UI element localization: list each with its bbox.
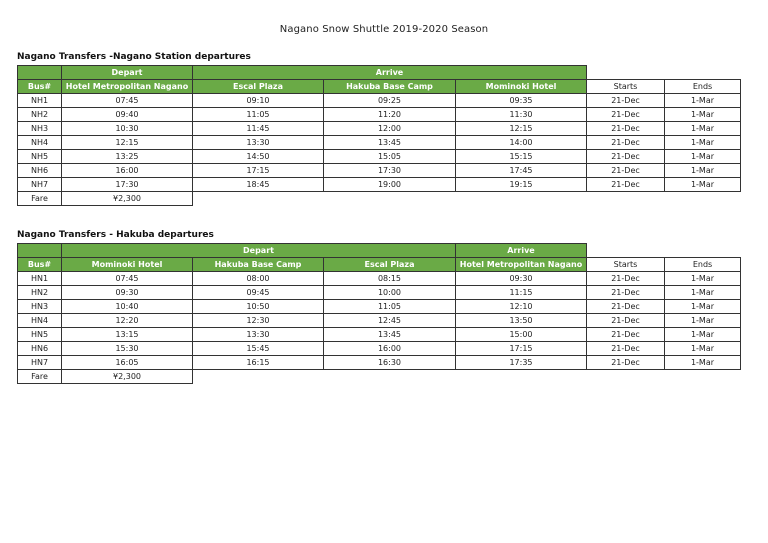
table-cell: 12:20 <box>62 314 193 328</box>
table-cell: NH6 <box>18 164 62 178</box>
hakuba-departures-table <box>17 243 741 384</box>
group-blank <box>665 244 741 258</box>
table-row <box>18 178 741 192</box>
table-cell: 11:15 <box>456 286 587 300</box>
table-cell: NH4 <box>18 136 62 150</box>
table-cell: 11:30 <box>456 108 587 122</box>
document-title: Nagano Snow Shuttle 2019-2020 Season <box>279 24 489 35</box>
group-header-row <box>18 244 741 258</box>
table-row <box>18 164 741 178</box>
table-cell: 1-Mar <box>665 286 741 300</box>
table-cell: 13:50 <box>456 314 587 328</box>
column-header: Hakuba Base Camp <box>324 80 456 94</box>
table-cell: 1-Mar <box>665 328 741 342</box>
table-row <box>18 314 741 328</box>
table-cell: 19:15 <box>456 178 587 192</box>
column-header: Hotel Metropolitan Nagano <box>62 80 193 94</box>
table-row <box>18 122 741 136</box>
table-cell: 21-Dec <box>587 342 665 356</box>
table-cell: 1-Mar <box>665 94 741 108</box>
table-cell: 1-Mar <box>665 356 741 370</box>
table-cell: 15:30 <box>62 342 193 356</box>
table-cell: 09:35 <box>456 94 587 108</box>
table-cell: 16:30 <box>324 356 456 370</box>
table-cell: 1-Mar <box>665 178 741 192</box>
column-header: Starts <box>587 80 665 94</box>
table-cell: 09:40 <box>62 108 193 122</box>
table-cell: 16:00 <box>324 342 456 356</box>
group-arrive: Arrive <box>456 244 587 258</box>
nagano-station-departures-table <box>17 65 741 206</box>
table-row <box>18 108 741 122</box>
table-cell: 1-Mar <box>665 272 741 286</box>
table-cell: 17:30 <box>62 178 193 192</box>
table-cell: 13:15 <box>62 328 193 342</box>
table2-title: Nagano Transfers - Hakuba departures <box>17 230 214 240</box>
table-cell: HN1 <box>18 272 62 286</box>
table-cell: 21-Dec <box>587 286 665 300</box>
table-cell: 11:05 <box>324 300 456 314</box>
fare-row <box>18 192 741 206</box>
table-row <box>18 286 741 300</box>
table-cell: 15:00 <box>456 328 587 342</box>
table-cell: HN3 <box>18 300 62 314</box>
table-cell: NH7 <box>18 178 62 192</box>
table-cell: 10:40 <box>62 300 193 314</box>
table-cell: HN7 <box>18 356 62 370</box>
group-arrive: Arrive <box>193 66 587 80</box>
table-cell: 08:15 <box>324 272 456 286</box>
column-header: Ends <box>665 80 741 94</box>
table-cell: 21-Dec <box>587 300 665 314</box>
fare-label: Fare <box>18 192 62 206</box>
group-blank <box>587 244 665 258</box>
column-header: Bus# <box>18 80 62 94</box>
group-blank <box>665 66 741 80</box>
table-cell: 10:30 <box>62 122 193 136</box>
table-cell: 10:00 <box>324 286 456 300</box>
fare-value: ¥2,300 <box>62 192 193 206</box>
table-cell: 09:10 <box>193 94 324 108</box>
table-cell: 12:30 <box>193 314 324 328</box>
table-cell: NH5 <box>18 150 62 164</box>
group-depart: Depart <box>62 244 456 258</box>
table-cell: 14:50 <box>193 150 324 164</box>
table-cell: HN6 <box>18 342 62 356</box>
table-cell: 1-Mar <box>665 122 741 136</box>
table-cell: 11:20 <box>324 108 456 122</box>
table-cell: 1-Mar <box>665 136 741 150</box>
table-cell: 15:45 <box>193 342 324 356</box>
table-cell: 09:30 <box>62 286 193 300</box>
table-cell: 21-Dec <box>587 314 665 328</box>
column-header: Hotel Metropolitan Nagano <box>456 258 587 272</box>
column-header-row <box>18 80 741 94</box>
table-cell: 09:30 <box>456 272 587 286</box>
table-row <box>18 94 741 108</box>
table-cell: 13:45 <box>324 136 456 150</box>
table-cell: 16:15 <box>193 356 324 370</box>
table-cell: 15:15 <box>456 150 587 164</box>
table-cell: 21-Dec <box>587 150 665 164</box>
column-header: Starts <box>587 258 665 272</box>
table-cell: 07:45 <box>62 94 193 108</box>
table-cell: 12:00 <box>324 122 456 136</box>
table-row <box>18 356 741 370</box>
table-cell: 1-Mar <box>665 314 741 328</box>
table-cell: 12:15 <box>456 122 587 136</box>
column-header: Bus# <box>18 258 62 272</box>
table-cell: 1-Mar <box>665 342 741 356</box>
table-cell: 21-Dec <box>587 178 665 192</box>
table-cell: NH3 <box>18 122 62 136</box>
table-cell: HN4 <box>18 314 62 328</box>
table-cell: 17:45 <box>456 164 587 178</box>
table-row <box>18 150 741 164</box>
table-cell: 19:00 <box>324 178 456 192</box>
table-cell: 11:05 <box>193 108 324 122</box>
fare-row <box>18 370 741 384</box>
table-cell: HN5 <box>18 328 62 342</box>
column-header-row <box>18 258 741 272</box>
group-spacer <box>18 244 62 258</box>
table-row <box>18 300 741 314</box>
table-cell: 13:30 <box>193 136 324 150</box>
table-cell: 12:15 <box>62 136 193 150</box>
group-spacer <box>18 66 62 80</box>
table-cell: 21-Dec <box>587 108 665 122</box>
table-cell: 08:00 <box>193 272 324 286</box>
table-cell: 1-Mar <box>665 150 741 164</box>
table-cell: 12:10 <box>456 300 587 314</box>
table-cell: NH2 <box>18 108 62 122</box>
table-cell: 1-Mar <box>665 108 741 122</box>
column-header: Mominoki Hotel <box>456 80 587 94</box>
table-cell: 21-Dec <box>587 272 665 286</box>
table-cell: 21-Dec <box>587 136 665 150</box>
table-cell: 21-Dec <box>587 328 665 342</box>
group-header-row <box>18 66 741 80</box>
table-cell: 14:00 <box>456 136 587 150</box>
table-cell: 15:05 <box>324 150 456 164</box>
table-cell: 21-Dec <box>587 356 665 370</box>
table-cell: 13:45 <box>324 328 456 342</box>
table-cell: 17:15 <box>193 164 324 178</box>
table-cell: 1-Mar <box>665 164 741 178</box>
table-cell: 09:25 <box>324 94 456 108</box>
group-depart: Depart <box>62 66 193 80</box>
table-cell: 10:50 <box>193 300 324 314</box>
table-cell: 17:30 <box>324 164 456 178</box>
table-cell: 13:30 <box>193 328 324 342</box>
table-cell: 16:00 <box>62 164 193 178</box>
table-cell: 17:35 <box>456 356 587 370</box>
column-header: Ends <box>665 258 741 272</box>
table-row <box>18 136 741 150</box>
table-cell: 21-Dec <box>587 122 665 136</box>
table-cell: 07:45 <box>62 272 193 286</box>
fare-label: Fare <box>18 370 62 384</box>
fare-value: ¥2,300 <box>62 370 193 384</box>
table-row <box>18 272 741 286</box>
table-cell: NH1 <box>18 94 62 108</box>
table-cell: 13:25 <box>62 150 193 164</box>
table-cell: 16:05 <box>62 356 193 370</box>
column-header: Escal Plaza <box>324 258 456 272</box>
table-cell: 11:45 <box>193 122 324 136</box>
table-cell: 17:15 <box>456 342 587 356</box>
table-row <box>18 328 741 342</box>
table-row <box>18 342 741 356</box>
column-header: Escal Plaza <box>193 80 324 94</box>
table-cell: 12:45 <box>324 314 456 328</box>
table-cell: 18:45 <box>193 178 324 192</box>
table-cell: 21-Dec <box>587 164 665 178</box>
column-header: Mominoki Hotel <box>62 258 193 272</box>
column-header: Hakuba Base Camp <box>193 258 324 272</box>
table-cell: HN2 <box>18 286 62 300</box>
table1-title: Nagano Transfers -Nagano Station departures <box>17 52 251 62</box>
table-cell: 21-Dec <box>587 94 665 108</box>
table-cell: 1-Mar <box>665 300 741 314</box>
group-blank <box>587 66 665 80</box>
table-cell: 09:45 <box>193 286 324 300</box>
